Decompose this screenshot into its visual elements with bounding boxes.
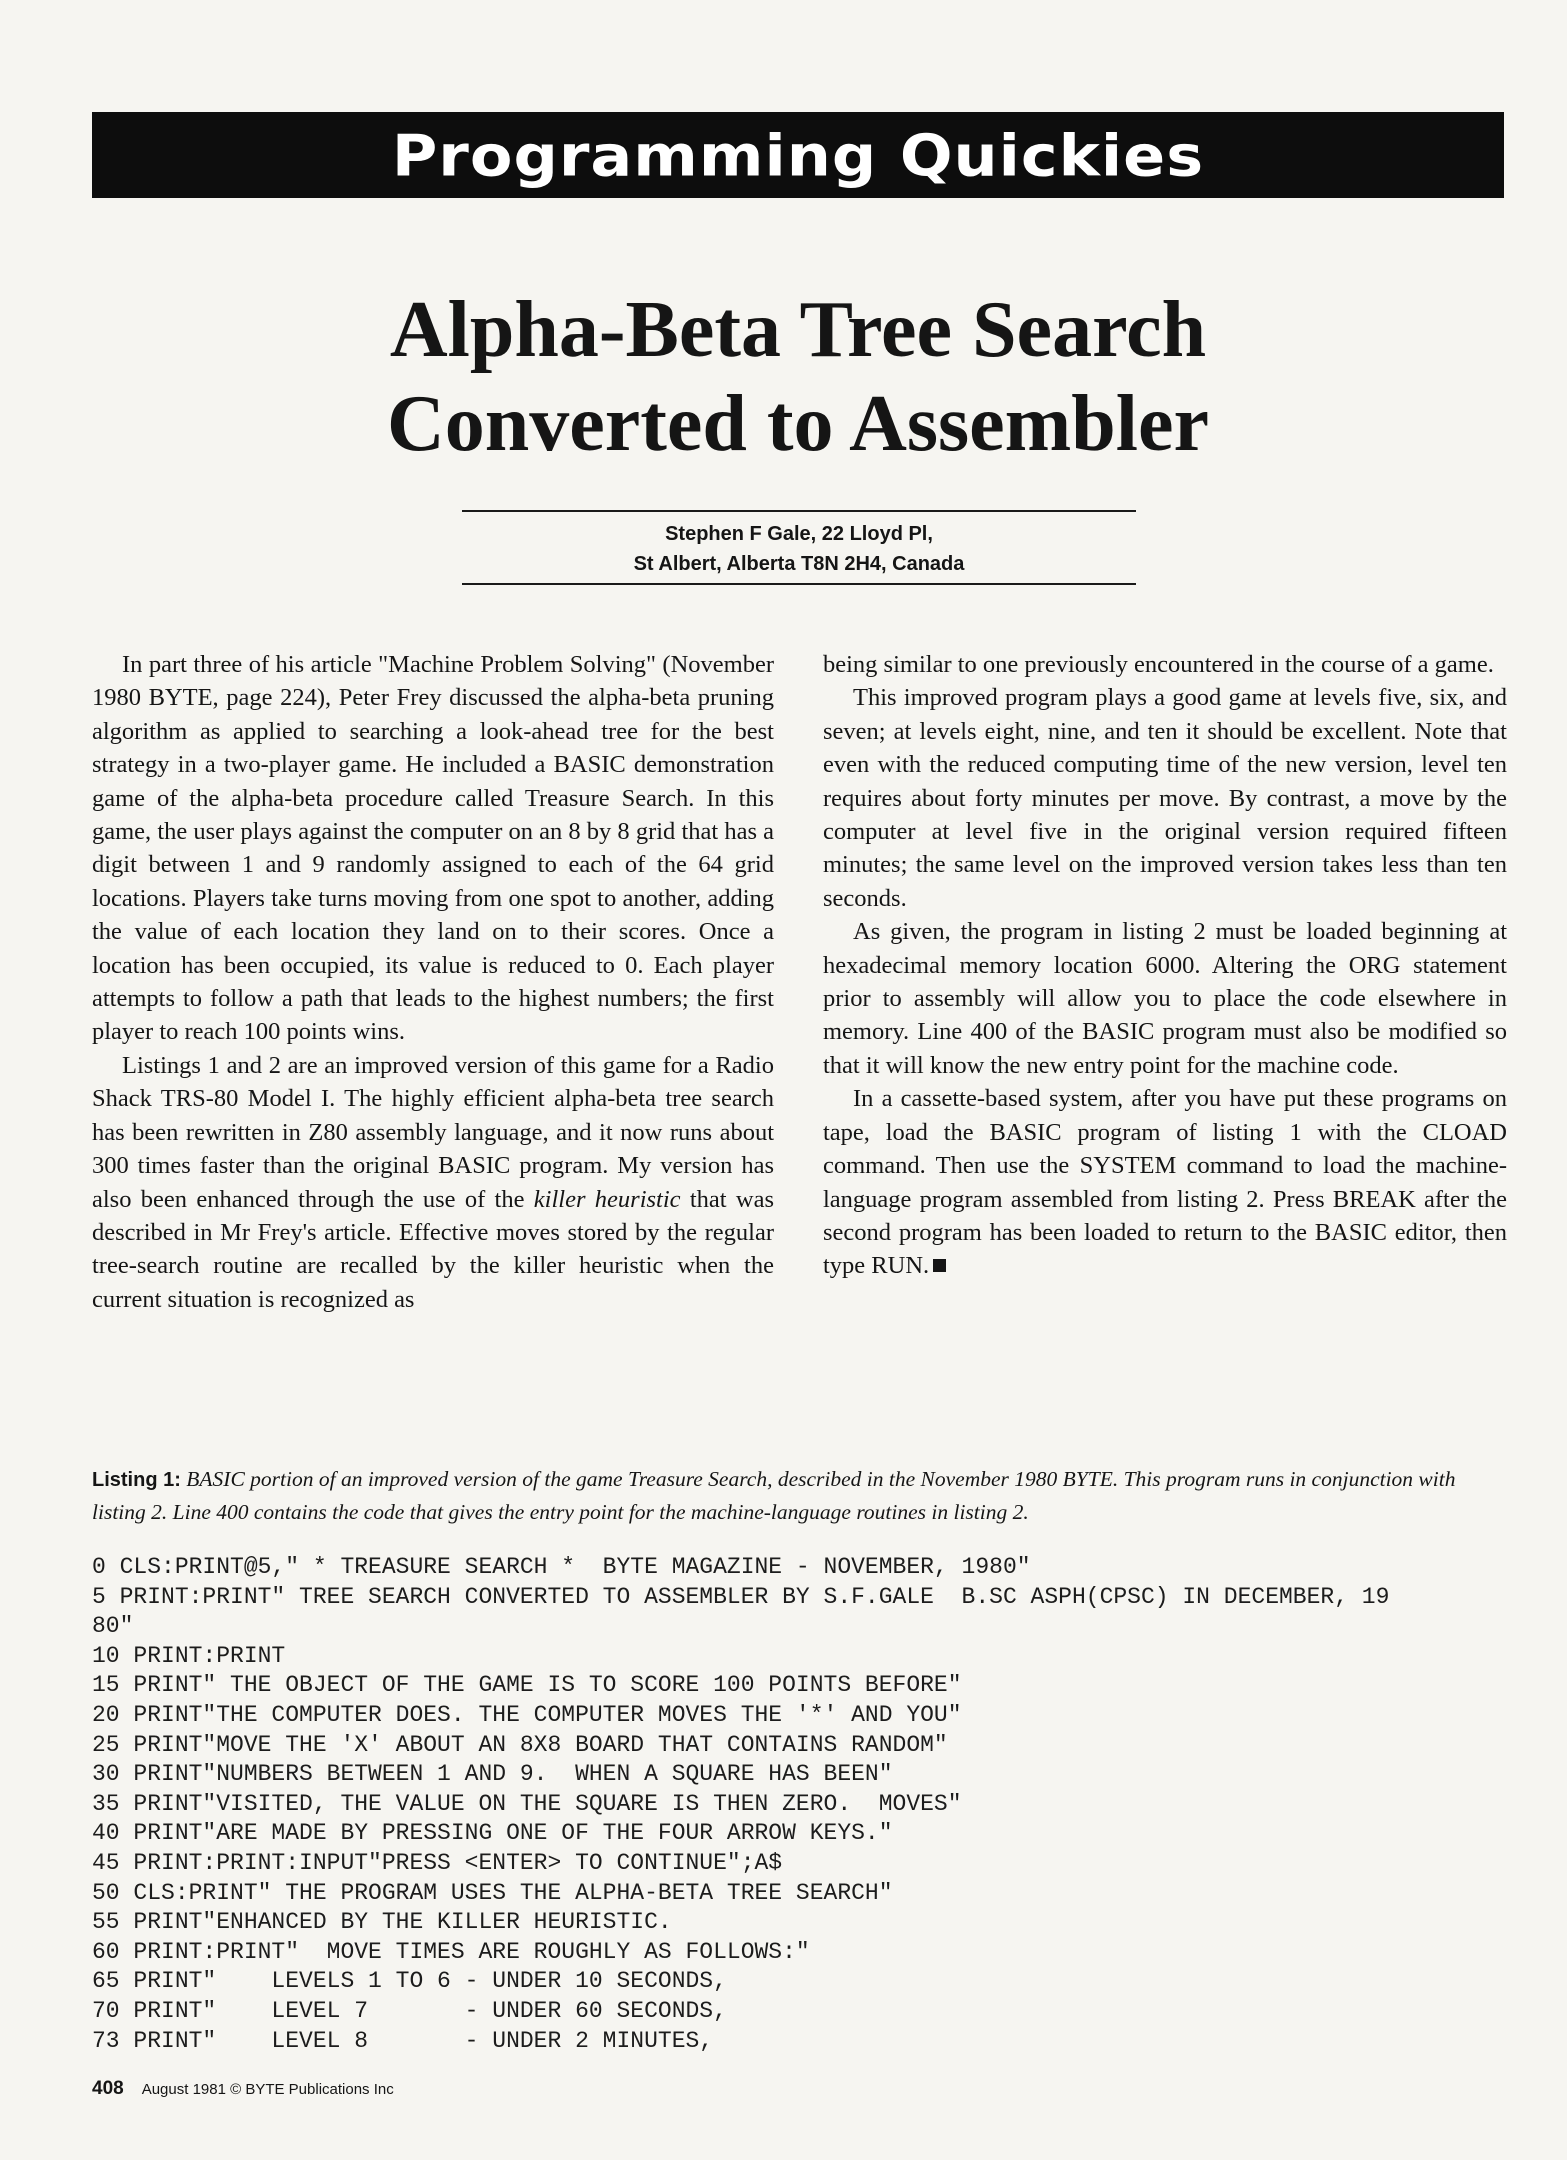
code-line: 20 PRINT"THE COMPUTER DOES. THE COMPUTER MOVES THE '*' AND YOU" bbox=[92, 1701, 962, 1728]
code-line: 5 PRINT:PRINT" TREE SEARCH CONVERTED TO ASSEMBLER BY S.F.GALE B.SC ASPH(CPSC) IN DECEMBER, 19 bbox=[92, 1583, 1390, 1610]
byline-top-rule bbox=[462, 510, 1136, 512]
code-line: 50 CLS:PRINT" THE PROGRAM USES THE ALPHA-BETA TREE SEARCH" bbox=[92, 1879, 893, 1906]
page-number: 408 bbox=[92, 2078, 124, 2099]
author-city: St Albert, Alberta T8N 2H4, Canada bbox=[633, 553, 965, 575]
code-line: 25 PRINT"MOVE THE 'X' ABOUT AN 8X8 BOARD THAT CONTAINS RANDOM" bbox=[92, 1731, 948, 1758]
listing-caption bbox=[92, 1463, 1504, 1528]
page-footer bbox=[92, 2078, 394, 2100]
code-line: 65 PRINT" LEVELS 1 TO 6 - UNDER 10 SECONDS, bbox=[92, 1968, 727, 1995]
body-column-left bbox=[92, 648, 774, 1316]
code-line: 30 PRINT"NUMBERS BETWEEN 1 AND 9. WHEN A SQUARE HAS BEEN" bbox=[92, 1761, 893, 1788]
code-line: 40 PRINT"ARE MADE BY PRESSING ONE OF THE FOUR ARROW KEYS." bbox=[92, 1820, 893, 1847]
code-line: 55 PRINT"ENHANCED BY THE KILLER HEURISTIC. bbox=[92, 1909, 672, 1936]
code-line: 60 PRINT:PRINT" MOVE TIMES ARE ROUGHLY AS FOLLOWS:" bbox=[92, 1938, 810, 1965]
listing-label: Listing 1: bbox=[92, 1469, 181, 1491]
code-line: 45 PRINT:PRINT:INPUT"PRESS <ENTER> TO CONTINUE";A$ bbox=[92, 1849, 783, 1876]
article-title bbox=[92, 283, 1504, 471]
code-line: 35 PRINT"VISITED, THE VALUE ON THE SQUARE IS THEN ZERO. MOVES" bbox=[92, 1790, 962, 1817]
code-line: 0 CLS:PRINT@5," * TREASURE SEARCH * BYTE MAGAZINE - NOVEMBER, 1980" bbox=[92, 1554, 1031, 1580]
article-title-line-2: Converted to Assembler bbox=[386, 380, 1210, 468]
author-name-address: Stephen F Gale, 22 Lloyd Pl, bbox=[665, 523, 933, 545]
paragraph-2-text-b: that was described in Mr Frey's article. Effective moves stored by the regular tree-search routine are recalled by the killer heuristic when the current situation is recognized as bbox=[92, 1185, 774, 1313]
paragraph-2-text-a: Listings 1 and 2 are an improved version of this game for a Radio Shack TRS-80 Model I. The highly efficient alpha-beta tree search has been rewritten in Z80 assembly language, and it now runs about 300 times faster than the original BASIC program. My version has also been enhanced through the use of the bbox=[92, 1051, 774, 1213]
publication-credit: August 1981 © BYTE Publications Inc bbox=[141, 2081, 394, 2098]
section-banner-text: Programming Quickies bbox=[391, 121, 1205, 189]
section-banner bbox=[92, 112, 1504, 198]
listing-caption-text: BASIC portion of an improved version of the game Treasure Search, described in the November 1980 BYTE. This program runs in conjunction with listing 2. Line 400 contains the code that gives the entry point for the machine-language routines in listing 2. bbox=[92, 1467, 1456, 1524]
body-column-right bbox=[823, 648, 1507, 1283]
byline-bottom-rule bbox=[462, 583, 1136, 585]
paragraph-5-text: In a cassette-based system, after you have put these programs on tape, load the BASIC program of listing 1 with the CLOAD command. Then use the SYSTEM command to load the machine-language program assembled from listing 2. Press BREAK after the second program has been loaded to return to the BASIC editor, then type RUN. bbox=[823, 1085, 1507, 1280]
author-byline bbox=[462, 519, 1136, 579]
paragraph-1: In part three of his article "Machine Problem Solving" (November 1980 BYTE, page 224), Peter Frey discussed the alpha-beta pruning algorithm as applied to searching a look-ahead tree for the best strategy in a two-player game. He included a BASIC demonstration game of the alpha-beta procedure called Treasure Search. In this game, the user plays against the computer on an 8 by 8 grid that has a digit between 1 and 9 randomly assigned to each of the 64 grid locations. Players take turns moving from one spot to another, adding the value of each location they land on to their scores. Once a location has been occupied, its value is reduced to 0. Each player attempts to follow a path that leads to the highest numbers; the first player to reach 100 points wins. bbox=[92, 651, 774, 1046]
code-line: 10 PRINT:PRINT bbox=[92, 1642, 286, 1669]
paragraph-2-continued: being similar to one previously encountered in the course of a game. bbox=[823, 651, 1494, 678]
paragraph-2-emphasis: killer heuristic bbox=[533, 1185, 681, 1213]
code-line: 73 PRINT" LEVEL 8 - UNDER 2 MINUTES, bbox=[92, 2027, 714, 2054]
article-title-line-1: Alpha-Beta Tree Search bbox=[389, 286, 1207, 374]
paragraph-3: This improved program plays a good game at levels five, six, and seven; at levels eight, nine, and ten it should be excellent. Note that even with the reduced computing time of the new version, level ten requires about forty minutes per move. By contrast, a move by the computer at level five in the original version required fifteen minutes; the same level on the improved version takes less than ten seconds. bbox=[823, 684, 1507, 912]
code-listing bbox=[92, 1553, 1512, 2056]
code-line: 15 PRINT" THE OBJECT OF THE GAME IS TO SCORE 100 POINTS BEFORE" bbox=[92, 1672, 962, 1699]
paragraph-2 bbox=[92, 1049, 774, 1316]
paragraph-4: As given, the program in listing 2 must be loaded beginning at hexadecimal memory location 6000. Altering the ORG statement prior to assembly will allow you to place the code elsewhere in memory. Line 400 of the BASIC program must also be modified so that it will know the new entry point for the machine code. bbox=[823, 918, 1507, 1079]
code-line: 70 PRINT" LEVEL 7 - UNDER 60 SECONDS, bbox=[92, 1997, 727, 2024]
paragraph-5 bbox=[823, 1082, 1507, 1282]
end-of-article-mark bbox=[933, 1259, 946, 1272]
code-line: 80" bbox=[92, 1613, 134, 1640]
